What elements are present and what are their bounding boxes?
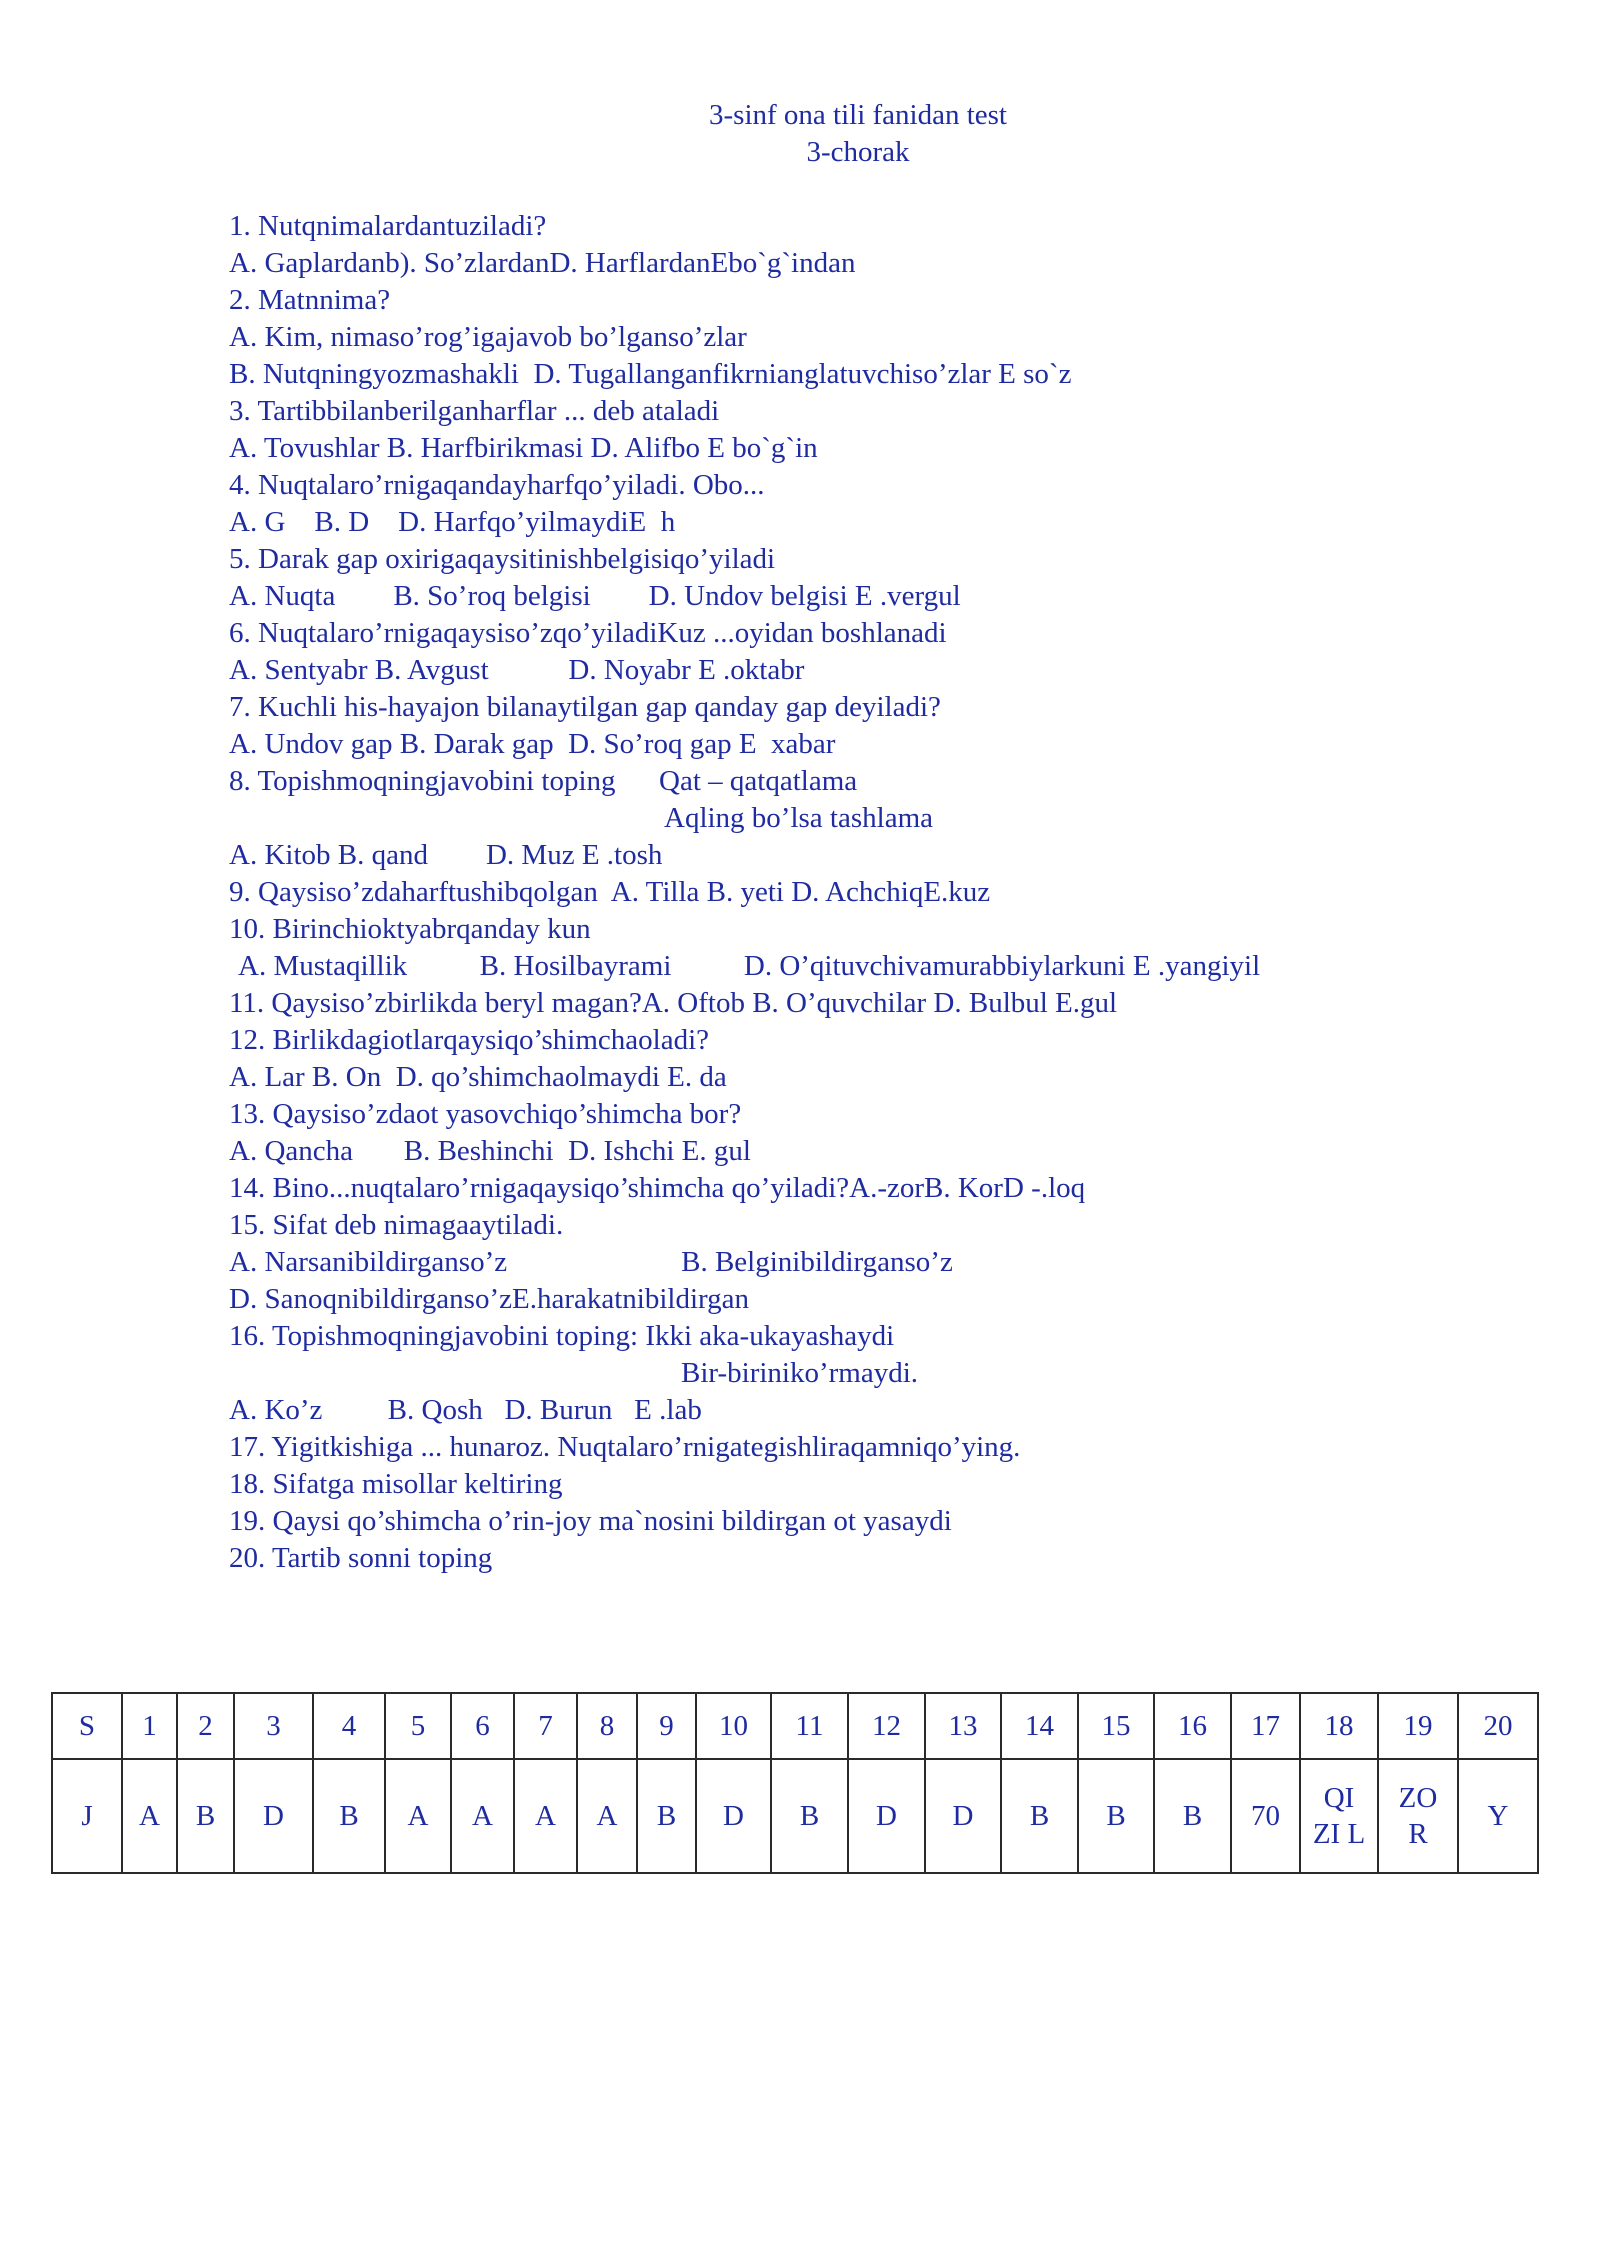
answer-cell: D xyxy=(848,1759,925,1873)
header-cell: 16 xyxy=(1154,1693,1231,1759)
answer-cell: A xyxy=(577,1759,637,1873)
answer-cell: B xyxy=(177,1759,234,1873)
answer-options-line: A. Undov gap B. Darak gap D. So’roq gap E xabar xyxy=(229,728,836,760)
answer-options-line: A. Sentyabr B. Avgust D. Noyabr E .oktabr xyxy=(229,654,805,686)
question-line: 10. Birinchioktyabrqanday kun xyxy=(229,913,591,945)
document-title: 3-sinf ona tili fanidan test xyxy=(709,99,1007,131)
header-cell: 19 xyxy=(1378,1693,1458,1759)
header-cell: 8 xyxy=(577,1693,637,1759)
answer-cell: B xyxy=(637,1759,696,1873)
answer-cell: B xyxy=(1001,1759,1078,1873)
answer-options-line: A. Nuqta B. So’roq belgisi D. Undov belgisi E .vergul xyxy=(229,580,961,612)
answer-key-answer-row xyxy=(52,1759,1538,1873)
answer-cell: A xyxy=(514,1759,577,1873)
answer-key-table xyxy=(51,1692,1539,1874)
answer-cell: B xyxy=(313,1759,385,1873)
header-cell: 9 xyxy=(637,1693,696,1759)
answer-cell: B xyxy=(1154,1759,1231,1873)
answer-options-line: A. Kitob B. qand D. Muz E .tosh xyxy=(229,839,663,871)
answer-options-line: D. Sanoqnibildirganso’zE.harakatnibildirgan xyxy=(229,1283,750,1315)
question-line: 8. Topishmoqningjavobini toping Qat – qatqatlama xyxy=(229,765,858,797)
question-line: 5. Darak gap oxirigaqaysitinishbelgisiqo’yiladi xyxy=(229,543,776,575)
answer-cell: A xyxy=(122,1759,177,1873)
question-line: 14. Bino...nuqtalaro’rnigaqaysiqo’shimcha qo’yiladi?A.-zorB. KorD -.loq xyxy=(229,1172,1086,1204)
question-line: 13. Qaysiso’zdaot yasovchiqo’shimcha bor? xyxy=(229,1098,742,1130)
question-list xyxy=(229,208,1549,1577)
header-cell: 13 xyxy=(925,1693,1001,1759)
header-cell: 2 xyxy=(177,1693,234,1759)
question-line: 16. Topishmoqningjavobini toping: Ikki aka-ukayashaydi xyxy=(229,1320,895,1352)
question-line: 20. Tartib sonni toping xyxy=(229,1542,493,1574)
answer-cell: B xyxy=(1078,1759,1154,1873)
answer-cell: D xyxy=(696,1759,771,1873)
answer-cell-wrapped: ZO R xyxy=(1378,1759,1458,1873)
question-line: 12. Birlikdagiotlarqaysiqo’shimchaoladi? xyxy=(229,1024,710,1056)
header-cell: 14 xyxy=(1001,1693,1078,1759)
question-line: 7. Kuchli his-hayajon bilanaytilgan gap qanday gap deyiladi? xyxy=(229,691,941,723)
answer-cell: Y xyxy=(1458,1759,1538,1873)
answer-cell: D xyxy=(234,1759,313,1873)
header-cell: 4 xyxy=(313,1693,385,1759)
answer-key-header-row xyxy=(52,1693,1538,1759)
answer-options-line: A. Tovushlar B. Harfbirikmasi D. Alifbo E bo`g`in xyxy=(229,432,818,464)
question-line: 9. Qaysiso’zdaharftushibqolgan A. Tilla B. yeti D. AchchiqE.kuz xyxy=(229,876,991,908)
header-cell: 5 xyxy=(385,1693,451,1759)
answer-options-line: A. Narsanibildirganso’z B. Belginibildirganso’z xyxy=(229,1246,953,1278)
header-cell: S xyxy=(52,1693,122,1759)
answer-cell: J xyxy=(52,1759,122,1873)
header-cell: 3 xyxy=(234,1693,313,1759)
header-cell: 6 xyxy=(451,1693,514,1759)
header-cell: 11 xyxy=(771,1693,848,1759)
header-cell: 1 xyxy=(122,1693,177,1759)
header-cell: 17 xyxy=(1231,1693,1300,1759)
question-line: 4. Nuqtalaro’rnigaqandayharfqo’yiladi. Obo... xyxy=(229,469,765,501)
header-cell: 7 xyxy=(514,1693,577,1759)
header-cell: 12 xyxy=(848,1693,925,1759)
header-cell: 20 xyxy=(1458,1693,1538,1759)
question-line: 18. Sifatga misollar keltiring xyxy=(229,1468,563,1500)
question-line: 17. Yigitkishiga ... hunaroz. Nuqtalaro’rnigategishliraqamniqo’ying. xyxy=(229,1431,1021,1463)
header-cell: 10 xyxy=(696,1693,771,1759)
answer-options-line: A. Kim, nimaso’rog’igajavob bo’lganso’zlar xyxy=(229,321,747,353)
answer-options-line: A. Lar B. On D. qo’shimchaolmaydi E. da xyxy=(229,1061,727,1093)
answer-options-line: A. Ko’z B. Qosh D. Burun E .lab xyxy=(229,1394,702,1426)
riddle-line: Aqling bo’lsa tashlama xyxy=(664,802,934,834)
question-line: 2. Matnnima? xyxy=(229,284,391,316)
answer-cell: 70 xyxy=(1231,1759,1300,1873)
answer-options-line: B. Nutqningyozmashakli D. Tugallanganfikrnianglatuvchiso’zlar E so`z xyxy=(229,358,1072,390)
header-cell: 15 xyxy=(1078,1693,1154,1759)
answer-options-line: A. Mustaqillik B. Hosilbayrami D. O’qituvchivamurabbiylarkuni E .yangiyil xyxy=(238,950,1261,982)
answer-options-line: A. G B. D D. Harfqo’yilmaydiE h xyxy=(229,506,676,538)
question-line: 3. Tartibbilanberilganharflar ... deb ataladi xyxy=(229,395,720,427)
question-line: 11. Qaysiso’zbirlikda beryl magan?A. Oftob B. O’quvchilar D. Bulbul E.gul xyxy=(229,987,1118,1019)
answer-cell: A xyxy=(385,1759,451,1873)
header-cell: 18 xyxy=(1300,1693,1378,1759)
riddle-line: Bir-biriniko’rmaydi. xyxy=(681,1357,919,1389)
question-line: 19. Qaysi qo’shimcha o’rin-joy ma`nosini bildirgan ot yasaydi xyxy=(229,1505,952,1537)
answer-cell-wrapped: QI ZI L xyxy=(1300,1759,1378,1873)
answer-options-line: A. Qancha B. Beshinchi D. Ishchi E. gul xyxy=(229,1135,751,1167)
answer-cell: D xyxy=(925,1759,1001,1873)
answer-cell: A xyxy=(451,1759,514,1873)
question-line: 6. Nuqtalaro’rnigaqaysiso’zqo’yiladiKuz ...oyidan boshlanadi xyxy=(229,617,947,649)
answer-options-line: A. Gaplardanb). So’zlardanD. HarflardanEbo`g`indan xyxy=(229,247,856,279)
document-subtitle: 3-chorak xyxy=(806,136,910,168)
question-line: 1. Nutqnimalardantuziladi? xyxy=(229,210,547,242)
question-line: 15. Sifat deb nimagaaytiladi. xyxy=(229,1209,564,1241)
answer-cell: B xyxy=(771,1759,848,1873)
